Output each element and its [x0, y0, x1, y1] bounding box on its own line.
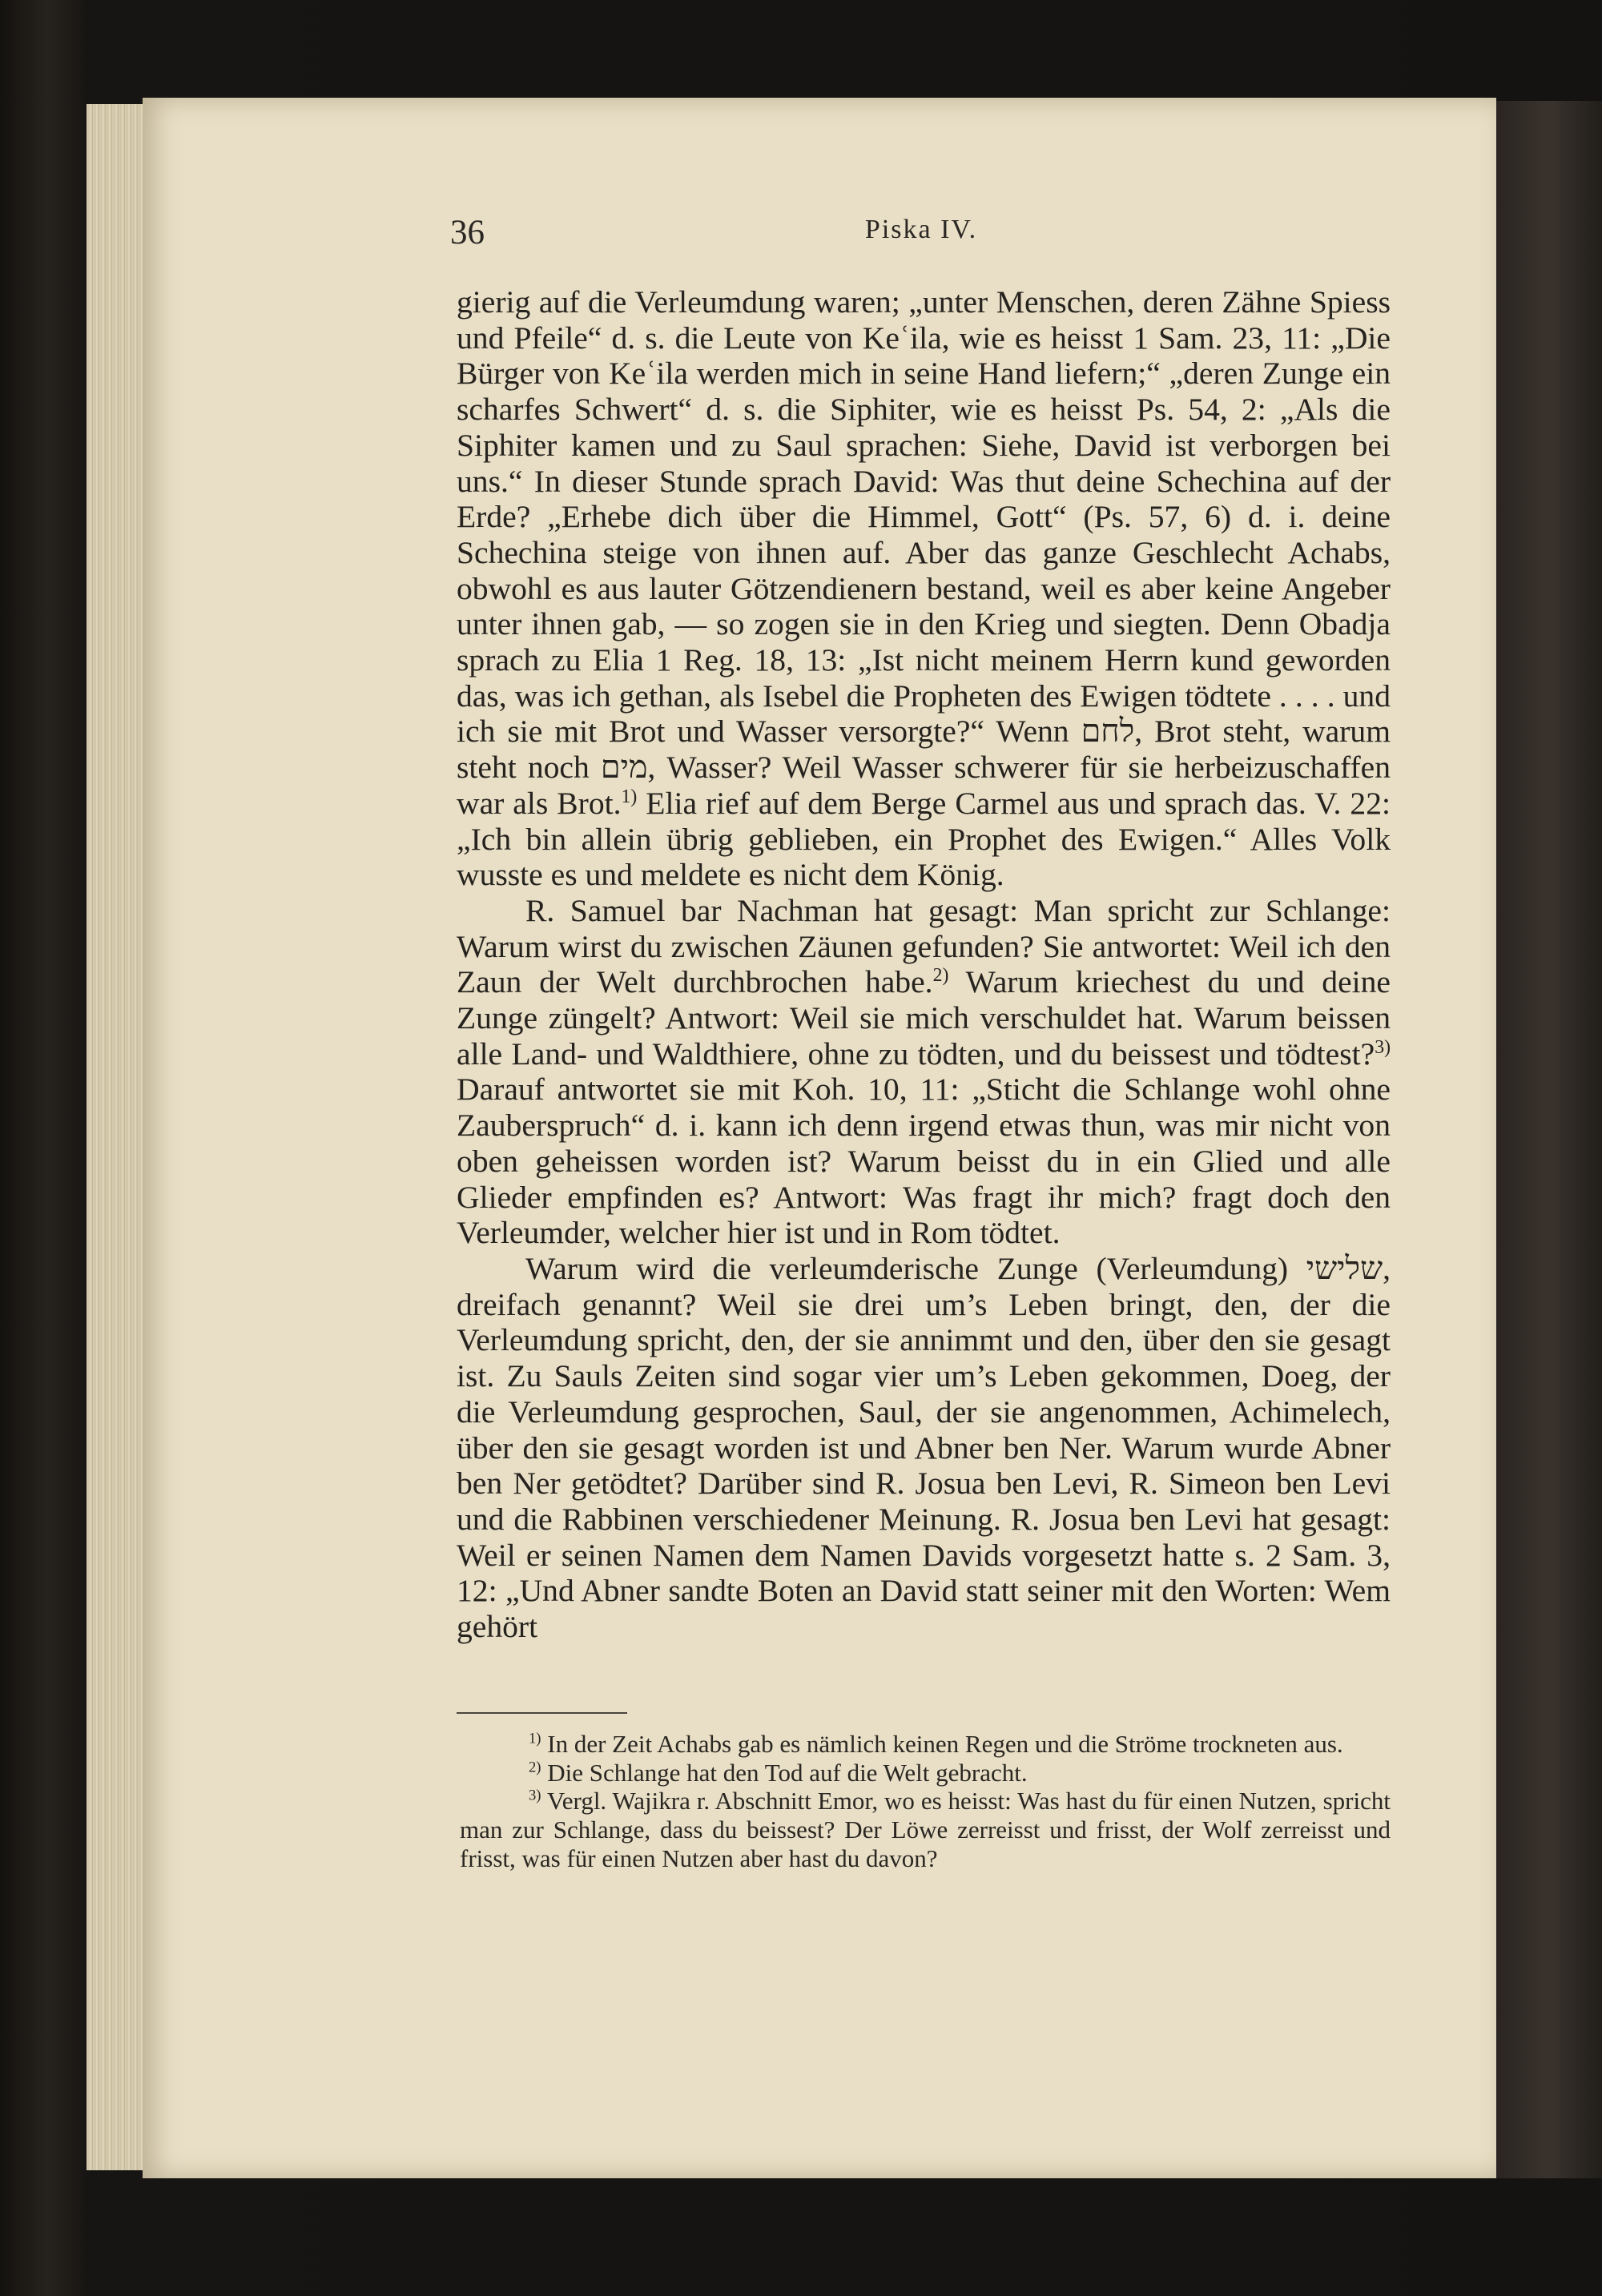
paragraph: gierig auf die Verleumdung waren; „unter Menschen, deren Zähne Spiess und Pfeile“ d. s. die Leute von Keʿila, wie es heisst 1 Sam. 23, 11: „Die Bürger von Keʿila werden mich in seine Hand liefern;“ „deren Zunge ein scharfes Schwert“ d. s. die Siphiter, wie es heisst Ps. 54, 2: „Als die Siphiter kamen und zu Saul sprachen: Siehe, David ist verborgen bei uns.“ In dieser Stunde sprach David: Was thut deine Schechina auf der Erde? „Erhebe dich über die Himmel, Gott“ (Ps. 57, 6) d. i. deine Schechina steige von ihnen auf. Aber das ganze Geschlecht Achabs, obwohl es aus lauter Götzendienern bestand, weil es aber keine Angeber unter ihnen gab, — so zogen sie in den Krieg und siegten. Denn Obadja sprach zu Elia 1 Reg. 18, 13: „Ist nicht meinem Herrn kund geworden das, was ich gethan, als Isebel die Propheten des Ewigen tödtete . . . . und ich sie mit Brot und Wasser versorgte?“ Wenn לחם, Brot steht, warum steht noch מים, Wasser? Weil Wasser schwerer für sie herbeizuschaffen war als Brot.$^{1)}$ Elia rief auf dem Berge Carmel aus und sprach das. V. 22: „Ich bin allein übrig geblieben, ein Prophet des Ewigen.“ Alles Volk wusste es und meldete es nicht dem König.	[457, 284, 1391, 893]
footnote-mark: 2)	[529, 1759, 541, 1776]
footnote: $^{3)}$ Vergl. Wajikra r. Abschnitt Emor, wo es heisst: Was hast du für einen Nutzen, spricht man zur Schlange, dass du beissest? Der Löwe zerreisst und frisst, der Wolf zerreisst und frisst, was für einen Nutzen aber hast du davon?	[460, 1787, 1391, 1872]
footnote-ref: 1)	[621, 786, 638, 807]
footnote: $^{1)}$ In der Zeit Achabs gab es nämlich keinen Regen und die Ströme trockneten aus.	[529, 1730, 1343, 1758]
footnote: $^{2)}$ Die Schlange hat den Tod auf die Welt gebracht.	[529, 1758, 1028, 1787]
footnotes	[460, 1730, 1391, 1873]
page-number: 36	[450, 214, 485, 251]
paragraph: R. Samuel bar Nachman hat gesagt: Man spricht zur Schlange: Warum wirst du zwischen Zäunen gefunden? Sie antwortet: Weil ich den Zaun der Welt durchbrochen habe.$^{2)}$ Warum kriechest du und deine Zunge züngelt? Antwort: Weil sie mich verschuldet hat. Warum beissen alle Land- und Waldthiere, ohne zu tödten, und du beissest und tödtest?$^{3)}$ Darauf antwortet sie mit Koh. 10, 11: „Sticht die Schlange wohl ohne Zauberspruch“ d. i. kann ich denn irgend etwas thun, was mir nicht von oben geheissen worden ist? Warum beisst du in ein Glied und alle Glieder empfinden es? Antwort: Was fragt ihr mich? fragt doch den Verleumder, welcher hier ist und in Rom tödtet.	[457, 892, 1391, 1251]
paragraph: Warum wird die verleumderische Zunge (Verleumdung) שלישי, dreifach genannt? Weil sie drei um’s Leben bringt, den, der die Verleumdung spricht, den, der sie annimmt und den, über den sie gesagt ist. Zu Sauls Zeiten sind sogar vier um’s Leben gekommen, Doeg, der die Verleumdung gesprochen, Saul, der sie angenommen, Achimelech, über den sie gesagt worden ist und Abner ben Ner. Warum wurde Abner ben Ner getödtet? Darüber sind R. Josua ben Levi, R. Simeon ben Levi und die Rabbinen verschiedener Meinung. R. Josua ben Levi hat gesagt: Weil er seinen Namen dem Namen Davids vorgesetzt hatte s. 2 Sam. 3, 12: „Und Abner sandte Boten an David statt seiner mit den Worten: Wem gehört	[457, 1250, 1391, 1645]
page-header	[450, 213, 1392, 269]
footnote-ref: 3)	[1375, 1036, 1391, 1058]
body-text	[457, 284, 1391, 1645]
footnote-mark: 3)	[529, 1787, 541, 1805]
footnote-mark: 1)	[529, 1730, 541, 1747]
book-cover-edge	[1496, 101, 1602, 2178]
footnote-ref: 2)	[932, 965, 949, 987]
footnote-divider	[457, 1712, 627, 1714]
running-head: Piska IV.	[864, 215, 978, 244]
